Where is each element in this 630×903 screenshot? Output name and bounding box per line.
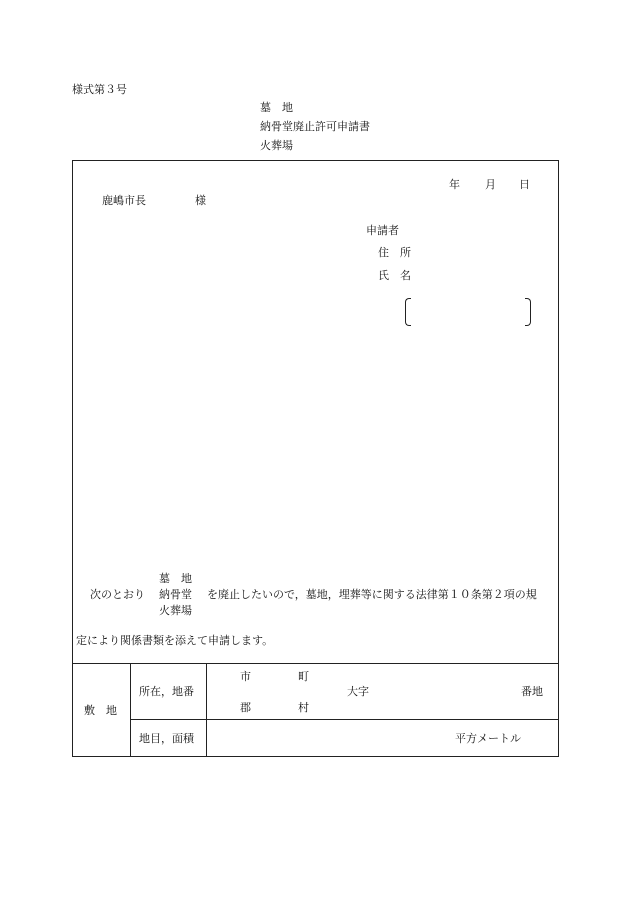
bracket-right (525, 298, 531, 326)
title-line-1: 墓 地 (260, 101, 293, 114)
date-day-label: 日 (519, 178, 530, 191)
body-option-grave: 墓 地 (159, 572, 192, 585)
banchi-label: 番地 (521, 685, 543, 698)
body-option-ossuary: 納骨堂 (159, 588, 192, 601)
table-col-divider-2 (206, 663, 207, 757)
applicant-address-label: 住 所 (378, 246, 411, 259)
applicant-label: 申請者 (366, 224, 399, 237)
village-label: 村 (298, 701, 309, 714)
addressee-name: 鹿嶋市長 (102, 194, 146, 207)
city-label: 市 (240, 670, 251, 683)
body-option-crematory: 火葬場 (159, 604, 192, 617)
date-year-label: 年 (449, 178, 460, 191)
title-line-3: 火葬場 (260, 139, 293, 152)
addressee-honorific: 様 (195, 194, 206, 207)
body-lead: 次のとおり (90, 588, 145, 601)
land-category-label: 地目，面積 (139, 732, 194, 745)
body-rest-line-2: 定により関係書類を添えて申請します。 (76, 634, 274, 647)
applicant-name-label: 氏 名 (378, 269, 411, 282)
form-frame (72, 160, 559, 757)
county-label: 郡 (240, 701, 251, 714)
title-line-2: 納骨堂廃止許可申請書 (260, 120, 370, 133)
form-number: 様式第３号 (72, 83, 127, 96)
table-top-line (72, 663, 559, 664)
oaza-label: 大字 (347, 685, 369, 698)
town-label: 町 (298, 670, 309, 683)
date-month-label: 月 (485, 178, 496, 191)
location-label: 所在，地番 (139, 685, 194, 698)
site-label: 敷 地 (84, 704, 117, 717)
body-rest-line-1: を廃止したいので，墓地，埋葬等に関する法律第１０条第２項の規 (207, 588, 537, 601)
table-col-divider-1 (130, 663, 131, 757)
table-row-divider (130, 719, 559, 720)
bracket-left (405, 298, 411, 326)
area-unit-label: 平方メートル (455, 732, 521, 745)
